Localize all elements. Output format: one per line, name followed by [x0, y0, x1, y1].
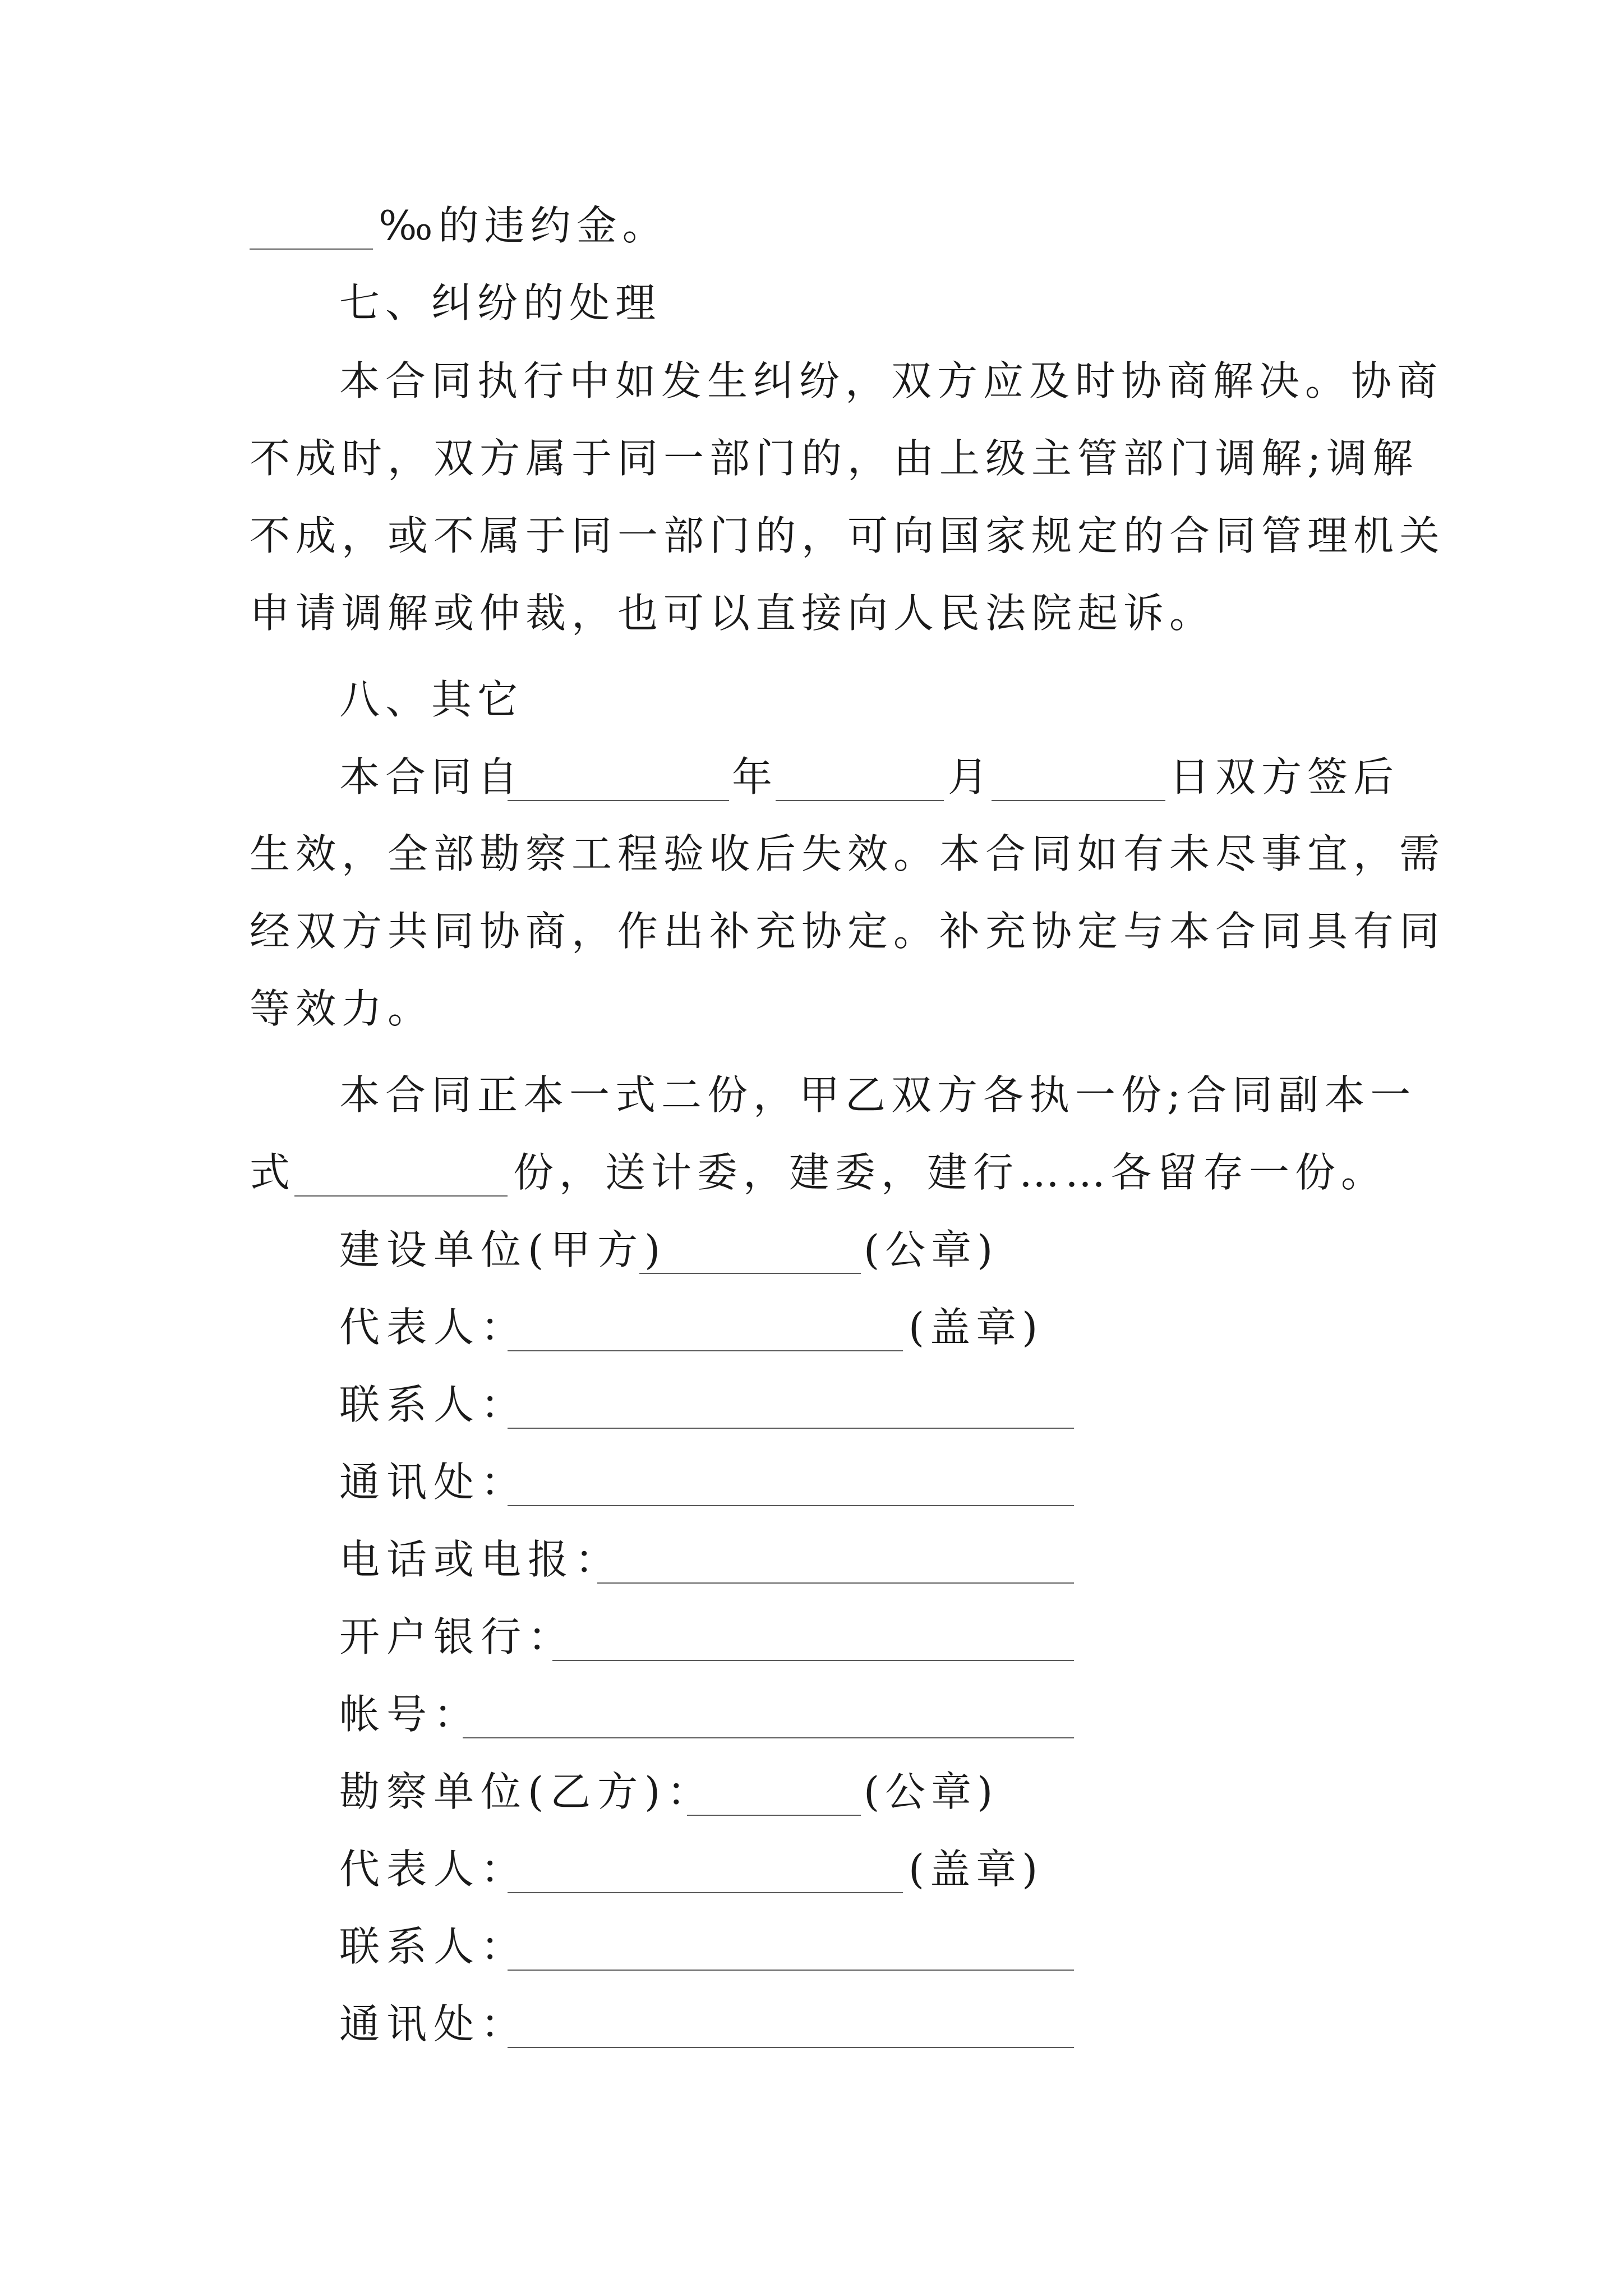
party-a-address-blank — [508, 1505, 1074, 1506]
year-blank — [508, 800, 729, 801]
party-b-rep-line — [0, 1834, 1623, 1912]
year-label: 年 — [732, 753, 778, 800]
party-a-account-blank — [463, 1737, 1074, 1738]
party-a-bank-label: 开户银行： — [339, 1613, 575, 1660]
party-a-account-label: 帐号： — [339, 1691, 481, 1738]
copies-text-1: 本合同正本一式二份，甲乙双方各执一份;合同副本一 — [339, 1071, 1417, 1119]
party-a-unit-seal: (公章) — [864, 1226, 999, 1273]
section8-paragraph-line — [0, 974, 1623, 1051]
section8-text-2: 经双方共同协商，作出补充协定。补充协定与本合同具有同 — [250, 908, 1446, 955]
penalty-tail-text: ‰的违约金。 — [379, 202, 668, 249]
party-a-address-line — [0, 1447, 1623, 1525]
party-a-unit-label: 建设单位(甲方) — [339, 1226, 667, 1273]
party-a-address-label: 通讯处： — [339, 1458, 528, 1506]
party-b-unit-line — [0, 1757, 1623, 1834]
party-a-rep-seal: (盖章) — [909, 1304, 1044, 1351]
party-a-phone-blank — [597, 1582, 1074, 1584]
party-a-rep-line — [0, 1292, 1623, 1370]
month-blank — [776, 800, 944, 801]
party-b-address-line — [0, 1989, 1623, 2067]
section7-paragraph-line — [0, 578, 1623, 656]
section7-heading: 七、纠纷的处理 — [339, 279, 662, 326]
effective-date-line — [0, 742, 1623, 820]
section8-text-1: 生效，全部勘察工程验收后失效。本合同如有未尽事宜，需 — [250, 830, 1446, 877]
party-a-bank-line — [0, 1602, 1623, 1680]
section7-paragraph-line — [0, 501, 1623, 578]
party-a-contact-label: 联系人： — [339, 1381, 528, 1428]
section7-text-1: 本合同执行中如发生纠纷，双方应及时协商解决。协商 — [339, 357, 1444, 404]
party-a-contact-line — [0, 1370, 1623, 1447]
section8-heading: 八、其它 — [339, 676, 524, 723]
section8-paragraph-line — [0, 896, 1623, 974]
party-b-unit-blank — [687, 1815, 861, 1816]
section8-text-3: 等效力。 — [250, 985, 434, 1032]
day-blank — [992, 800, 1165, 801]
party-a-unit-line — [0, 1215, 1623, 1292]
party-b-rep-label: 代表人： — [339, 1846, 528, 1893]
section8-paragraph-line — [0, 819, 1623, 896]
section7-text-2: 不成时，双方属于同一部门的，由上级主管部门调解;调解 — [250, 435, 1419, 482]
month-label: 月 — [948, 753, 994, 800]
penalty-rate-blank — [250, 249, 373, 250]
party-b-rep-seal: (盖章) — [909, 1846, 1044, 1893]
section8-heading-line — [0, 665, 1623, 742]
party-a-contact-blank — [508, 1428, 1074, 1429]
copies-line-2 — [0, 1138, 1623, 1215]
section7-heading-line — [0, 268, 1623, 346]
section7-text-3: 不成，或不属于同一部门的，可向国家规定的合同管理机关 — [250, 512, 1446, 559]
copies-count-blank — [294, 1195, 508, 1197]
section7-paragraph-line — [0, 346, 1623, 424]
party-b-contact-blank — [508, 1970, 1074, 1971]
party-b-rep-blank — [508, 1892, 903, 1893]
day-suffix: 日双方签后 — [1169, 753, 1400, 800]
party-a-bank-blank — [552, 1660, 1074, 1661]
effective-prefix: 本合同自 — [339, 753, 524, 800]
party-a-rep-label: 代表人： — [339, 1304, 528, 1351]
copies-prefix: 式 — [250, 1149, 296, 1196]
copies-line-1 — [0, 1060, 1623, 1138]
section7-paragraph-line — [0, 424, 1623, 501]
party-b-address-label: 通讯处： — [339, 2000, 528, 2047]
party-b-unit-seal: (公章) — [864, 1768, 999, 1815]
party-b-contact-label: 联系人： — [339, 1923, 528, 1970]
party-a-unit-blank — [639, 1273, 861, 1274]
party-b-address-blank — [508, 2047, 1074, 2048]
party-a-rep-blank — [508, 1350, 903, 1351]
section7-text-4: 申请调解或仲裁，也可以直接向人民法院起诉。 — [250, 590, 1216, 637]
party-a-phone-label: 电话或电报： — [339, 1536, 623, 1583]
party-a-account-line — [0, 1680, 1623, 1757]
penalty-line — [0, 191, 1623, 268]
party-a-phone-line — [0, 1525, 1623, 1602]
copies-suffix: 份，送计委，建委，建行……各留存一份。 — [513, 1149, 1387, 1196]
party-b-contact-line — [0, 1912, 1623, 1989]
party-b-unit-label: 勘察单位(乙方)： — [339, 1768, 714, 1815]
